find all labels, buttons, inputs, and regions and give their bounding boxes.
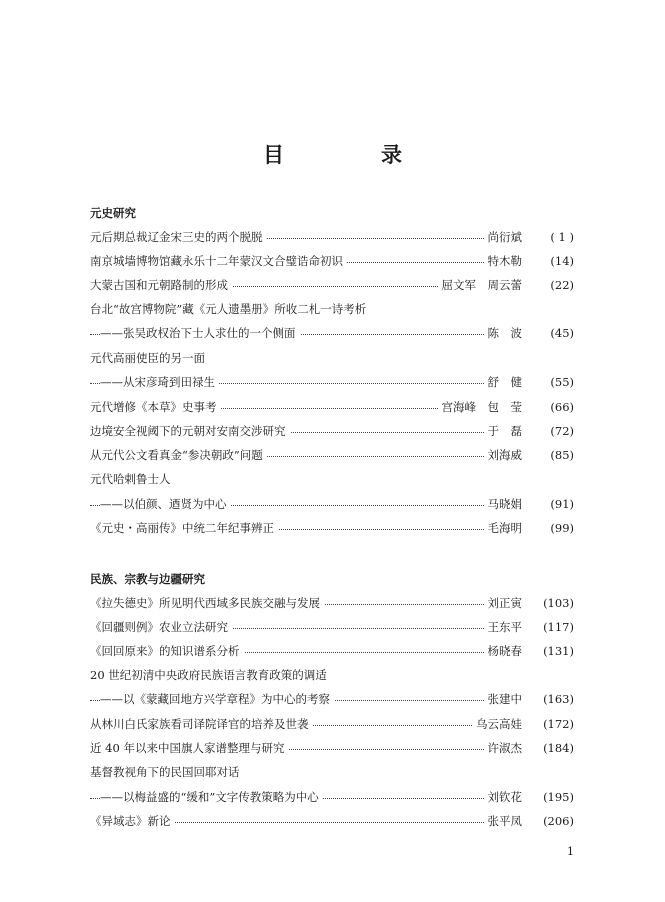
entry-title: 从元代公文看真金“参决朝政”问题 <box>90 446 267 464</box>
toc-entry[interactable] <box>90 715 574 733</box>
entry-page: (85) <box>526 446 574 464</box>
toc-entry-subtitle[interactable] <box>90 788 574 806</box>
entry-page: (195) <box>526 788 574 806</box>
entry-page: (117) <box>526 618 574 636</box>
entry-author: 马晓娟 <box>484 495 527 513</box>
entry-title: ——以《蒙藏回地方兴学章程》为中心的考察 <box>100 690 334 708</box>
entry-title: 边境安全视阈下的元朝对安南交涉研究 <box>90 422 290 440</box>
entry-title: 《回回原来》的知识谱系分析 <box>90 642 244 660</box>
entry-title: 大蒙古国和元朝路制的形成 <box>90 276 232 294</box>
entry-author: 乌云高娃 <box>472 715 526 733</box>
entry-title: 元代增修《本草》史事考 <box>90 398 221 416</box>
toc-entry-subtitle[interactable] <box>90 373 574 391</box>
page-number: 1 <box>567 845 574 858</box>
entry-page: (184) <box>526 739 574 757</box>
toc-entry[interactable] <box>90 739 574 757</box>
entry-author: 张平凤 <box>484 812 527 830</box>
toc-entry[interactable] <box>90 398 574 416</box>
toc-entry[interactable] <box>90 276 574 294</box>
entry-title: 元后期总裁辽金宋三史的两个脱脱 <box>90 228 267 246</box>
toc-entry[interactable] <box>90 422 574 440</box>
entry-author: 宫海峰 包 莹 <box>438 398 527 416</box>
entry-author: 特木勒 <box>484 252 527 270</box>
section-heading: 元史研究 <box>90 206 136 220</box>
entry-page: (99) <box>526 519 574 537</box>
toc-entry[interactable] <box>90 642 574 660</box>
toc-entry-heading[interactable]: 台北“故宫博物院”藏《元人遗墨册》所收二札一诗考析 <box>90 302 367 316</box>
entry-page: (45) <box>526 324 574 342</box>
entry-author: 刘钦花 <box>484 788 527 806</box>
entry-title: ——张吴政权治下士人求仕的一个侧面 <box>100 324 300 342</box>
toc-entry-subtitle[interactable] <box>90 495 574 513</box>
toc-entry[interactable] <box>90 228 574 246</box>
entry-author: 刘海威 <box>484 446 527 464</box>
entry-author: 许淑杰 <box>484 739 527 757</box>
entry-page: (103) <box>526 594 574 612</box>
entry-page: (55) <box>526 373 574 391</box>
entry-author: 毛海明 <box>484 519 527 537</box>
entry-page: (22) <box>526 276 574 294</box>
entry-page: (172) <box>526 715 574 733</box>
toc-entry-heading[interactable]: 20 世纪初清中央政府民族语言教育政策的调适 <box>90 668 327 682</box>
entry-title: ——从宋彦琦到田禄生 <box>100 373 219 391</box>
entry-page: (72) <box>526 422 574 440</box>
entry-author: 屈文军 周云蕾 <box>438 276 527 294</box>
entry-page: ( 1 ) <box>526 228 574 246</box>
entry-author: 张建中 <box>484 690 527 708</box>
section-heading: 民族、宗教与边疆研究 <box>90 572 205 586</box>
toc-entry[interactable] <box>90 812 574 830</box>
entry-author: 杨晓春 <box>484 642 527 660</box>
toc-entry[interactable] <box>90 594 574 612</box>
toc-entry-heading[interactable]: 基督教视角下的民国回耶对话 <box>90 765 240 779</box>
entry-page: (131) <box>526 642 574 660</box>
entry-page: (206) <box>526 812 574 830</box>
entry-author: 尚衍斌 <box>484 228 527 246</box>
toc-entry[interactable] <box>90 519 574 537</box>
page-title: 目 录 <box>263 143 440 167</box>
entry-page: (91) <box>526 495 574 513</box>
entry-title: 南京城墙博物馆藏永乐十二年蒙汉文合璧诰命初识 <box>90 252 347 270</box>
entry-title: ——以伯颜、迺贤为中心 <box>100 495 231 513</box>
toc-entry-heading[interactable]: 元代哈剌鲁士人 <box>90 472 171 486</box>
entry-page: (14) <box>526 252 574 270</box>
entry-title: 近 40 年以来中国旗人家谱整理与研究 <box>90 739 288 757</box>
toc-entry-subtitle[interactable] <box>90 690 574 708</box>
entry-author: 舒 健 <box>484 373 527 391</box>
entry-title: 《拉失德史》所见明代西域多民族交融与发展 <box>90 594 324 612</box>
toc-entry-subtitle[interactable] <box>90 324 574 342</box>
entry-title: ——以梅益盛的“缓和”文字传教策略为中心 <box>100 788 323 806</box>
toc-entry[interactable] <box>90 618 574 636</box>
toc-entry[interactable] <box>90 446 574 464</box>
entry-page: (163) <box>526 690 574 708</box>
entry-title: 《元史・高丽传》中统二年纪事辨正 <box>90 519 278 537</box>
entry-title: 《异域志》新论 <box>90 812 175 830</box>
entry-author: 于 磊 <box>484 422 527 440</box>
entry-title: 从林川白氏家族看司译院译官的培养及世袭 <box>90 715 313 733</box>
entry-page: (66) <box>526 398 574 416</box>
entry-author: 陈 波 <box>484 324 527 342</box>
entry-author: 王东平 <box>484 618 527 636</box>
entry-author: 刘正寅 <box>484 594 527 612</box>
entry-title: 《回疆则例》农业立法研究 <box>90 618 232 636</box>
toc-entry[interactable] <box>90 252 574 270</box>
toc-entry-heading[interactable]: 元代高丽使臣的另一面 <box>90 351 205 365</box>
